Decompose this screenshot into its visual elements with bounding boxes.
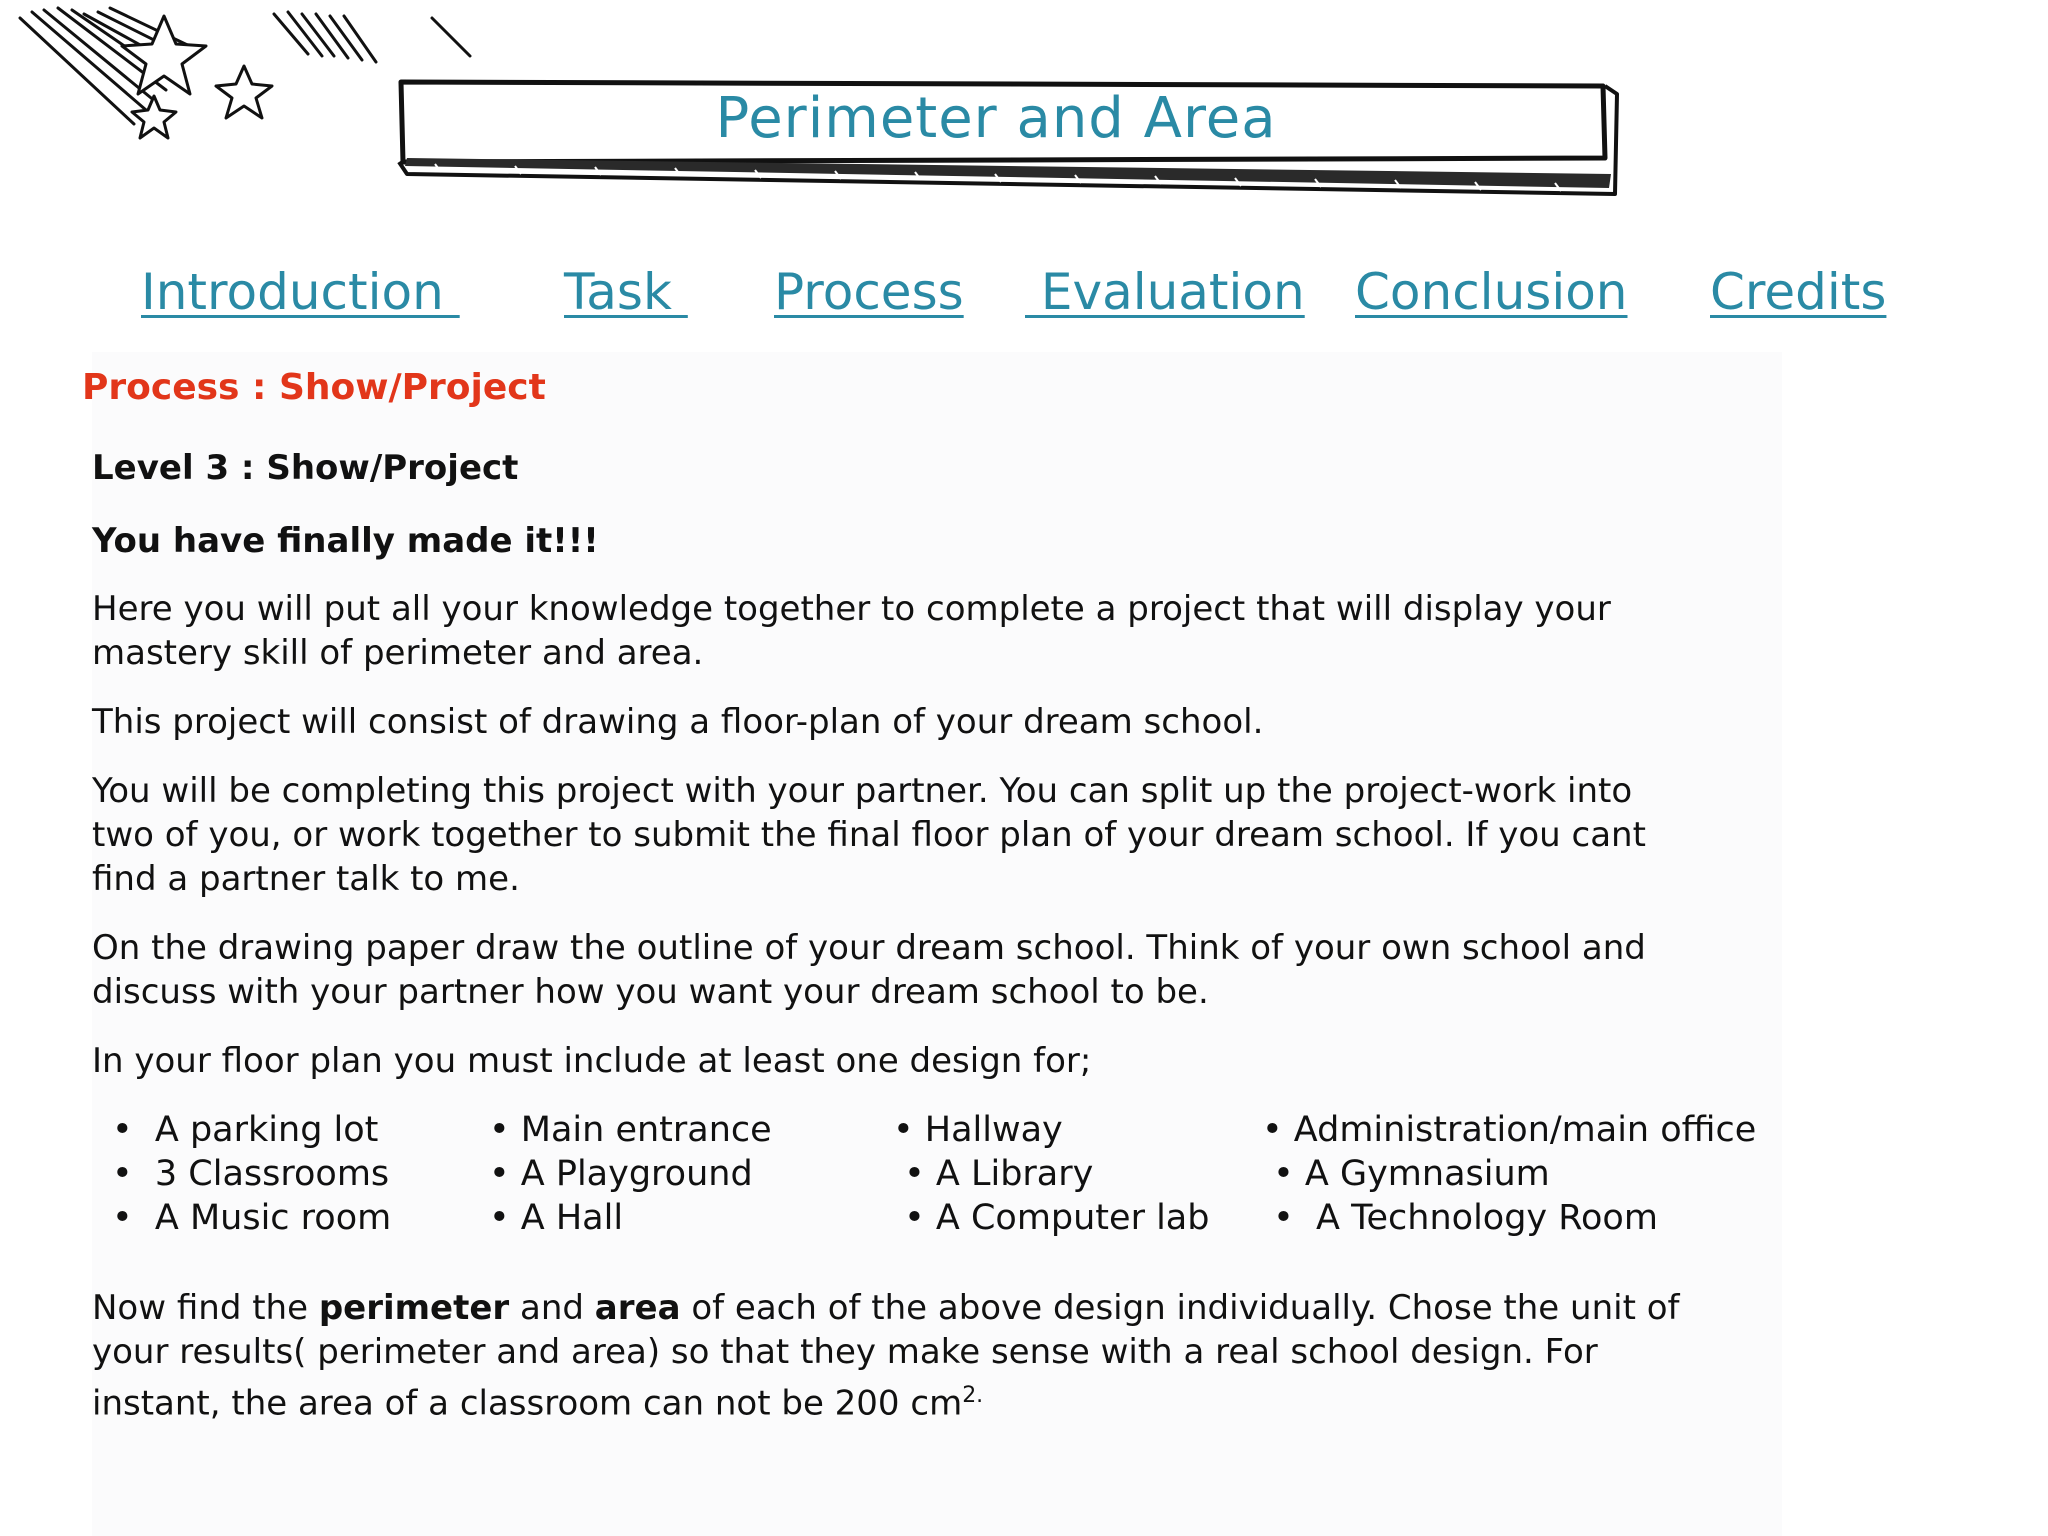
final-text: of each of the above design individually. Chose the unit of — [680, 1288, 1680, 1328]
section-heading: Process : Show/Project — [82, 367, 546, 408]
final-text: Now find the — [92, 1288, 319, 1328]
list-item: • A Gymnasium — [1262, 1154, 1550, 1194]
level-heading: Level 3 : Show/Project — [92, 448, 519, 488]
paragraph-include: In your floor plan you must include at least one design for; — [92, 1041, 1092, 1081]
list-item: • A Computer lab — [893, 1198, 1210, 1238]
unit-superscript: 2. — [962, 1383, 984, 1408]
paragraph-final-line: your results( perimeter and area) so that they make sense with a real school design. For — [92, 1332, 1598, 1372]
page-title: Perimeter and Area — [715, 86, 1277, 151]
perimeter-keyword: perimeter — [318, 1288, 510, 1328]
paragraph-intro-line: mastery skill of perimeter and area. — [92, 633, 704, 673]
nav-link-credits[interactable]: Credits — [1710, 263, 1887, 321]
paragraph-intro-line: Here you will put all your knowledge together to complete a project that will display your — [92, 589, 1611, 629]
paragraph-project: This project will consist of drawing a floor-plan of your dream school. — [92, 702, 1264, 742]
list-item: • A Playground — [489, 1154, 753, 1194]
paragraph-partner-line: You will be completing this project with your partner. You can split up the project-work into — [92, 771, 1633, 811]
paragraph-drawing-line: discuss with your partner how you want your dream school to be. — [92, 972, 1209, 1012]
nav-link-task[interactable]: Task — [564, 263, 688, 321]
list-item: • A Technology Room — [1262, 1198, 1658, 1238]
paragraph-partner-line: find a partner talk to me. — [92, 859, 520, 899]
nav-link-evaluation[interactable]: Evaluation — [1025, 263, 1305, 321]
list-item: • 3 Classrooms — [112, 1154, 390, 1194]
list-item: • A parking lot — [112, 1110, 379, 1150]
list-item: • Administration/main office — [1262, 1110, 1757, 1150]
nav-link-conclusion[interactable]: Conclusion — [1355, 263, 1628, 321]
paragraph-drawing-line: On the drawing paper draw the outline of your dream school. Think of your own school and — [92, 928, 1646, 968]
nav-link-process[interactable]: Process — [774, 263, 964, 321]
list-item: • Hallway — [893, 1110, 1063, 1150]
list-item: • A Music room — [112, 1198, 392, 1238]
paragraph-final-line — [92, 1374, 983, 1425]
final-text: instant, the area of a classroom can not be 200 cm — [92, 1383, 963, 1424]
list-item: • A Library — [893, 1154, 1094, 1194]
list-item: • Main entrance — [489, 1110, 772, 1150]
list-item: • A Hall — [489, 1198, 624, 1238]
final-text: and — [509, 1288, 595, 1328]
made-it-heading: You have finally made it!!! — [92, 521, 599, 561]
area-keyword: area — [594, 1288, 681, 1328]
paragraph-partner-line: two of you, or work together to submit the final floor plan of your dream school. If you cant — [92, 815, 1646, 855]
nav-link-introduction[interactable]: Introduction — [141, 263, 460, 321]
paragraph-final-line — [92, 1286, 1679, 1330]
